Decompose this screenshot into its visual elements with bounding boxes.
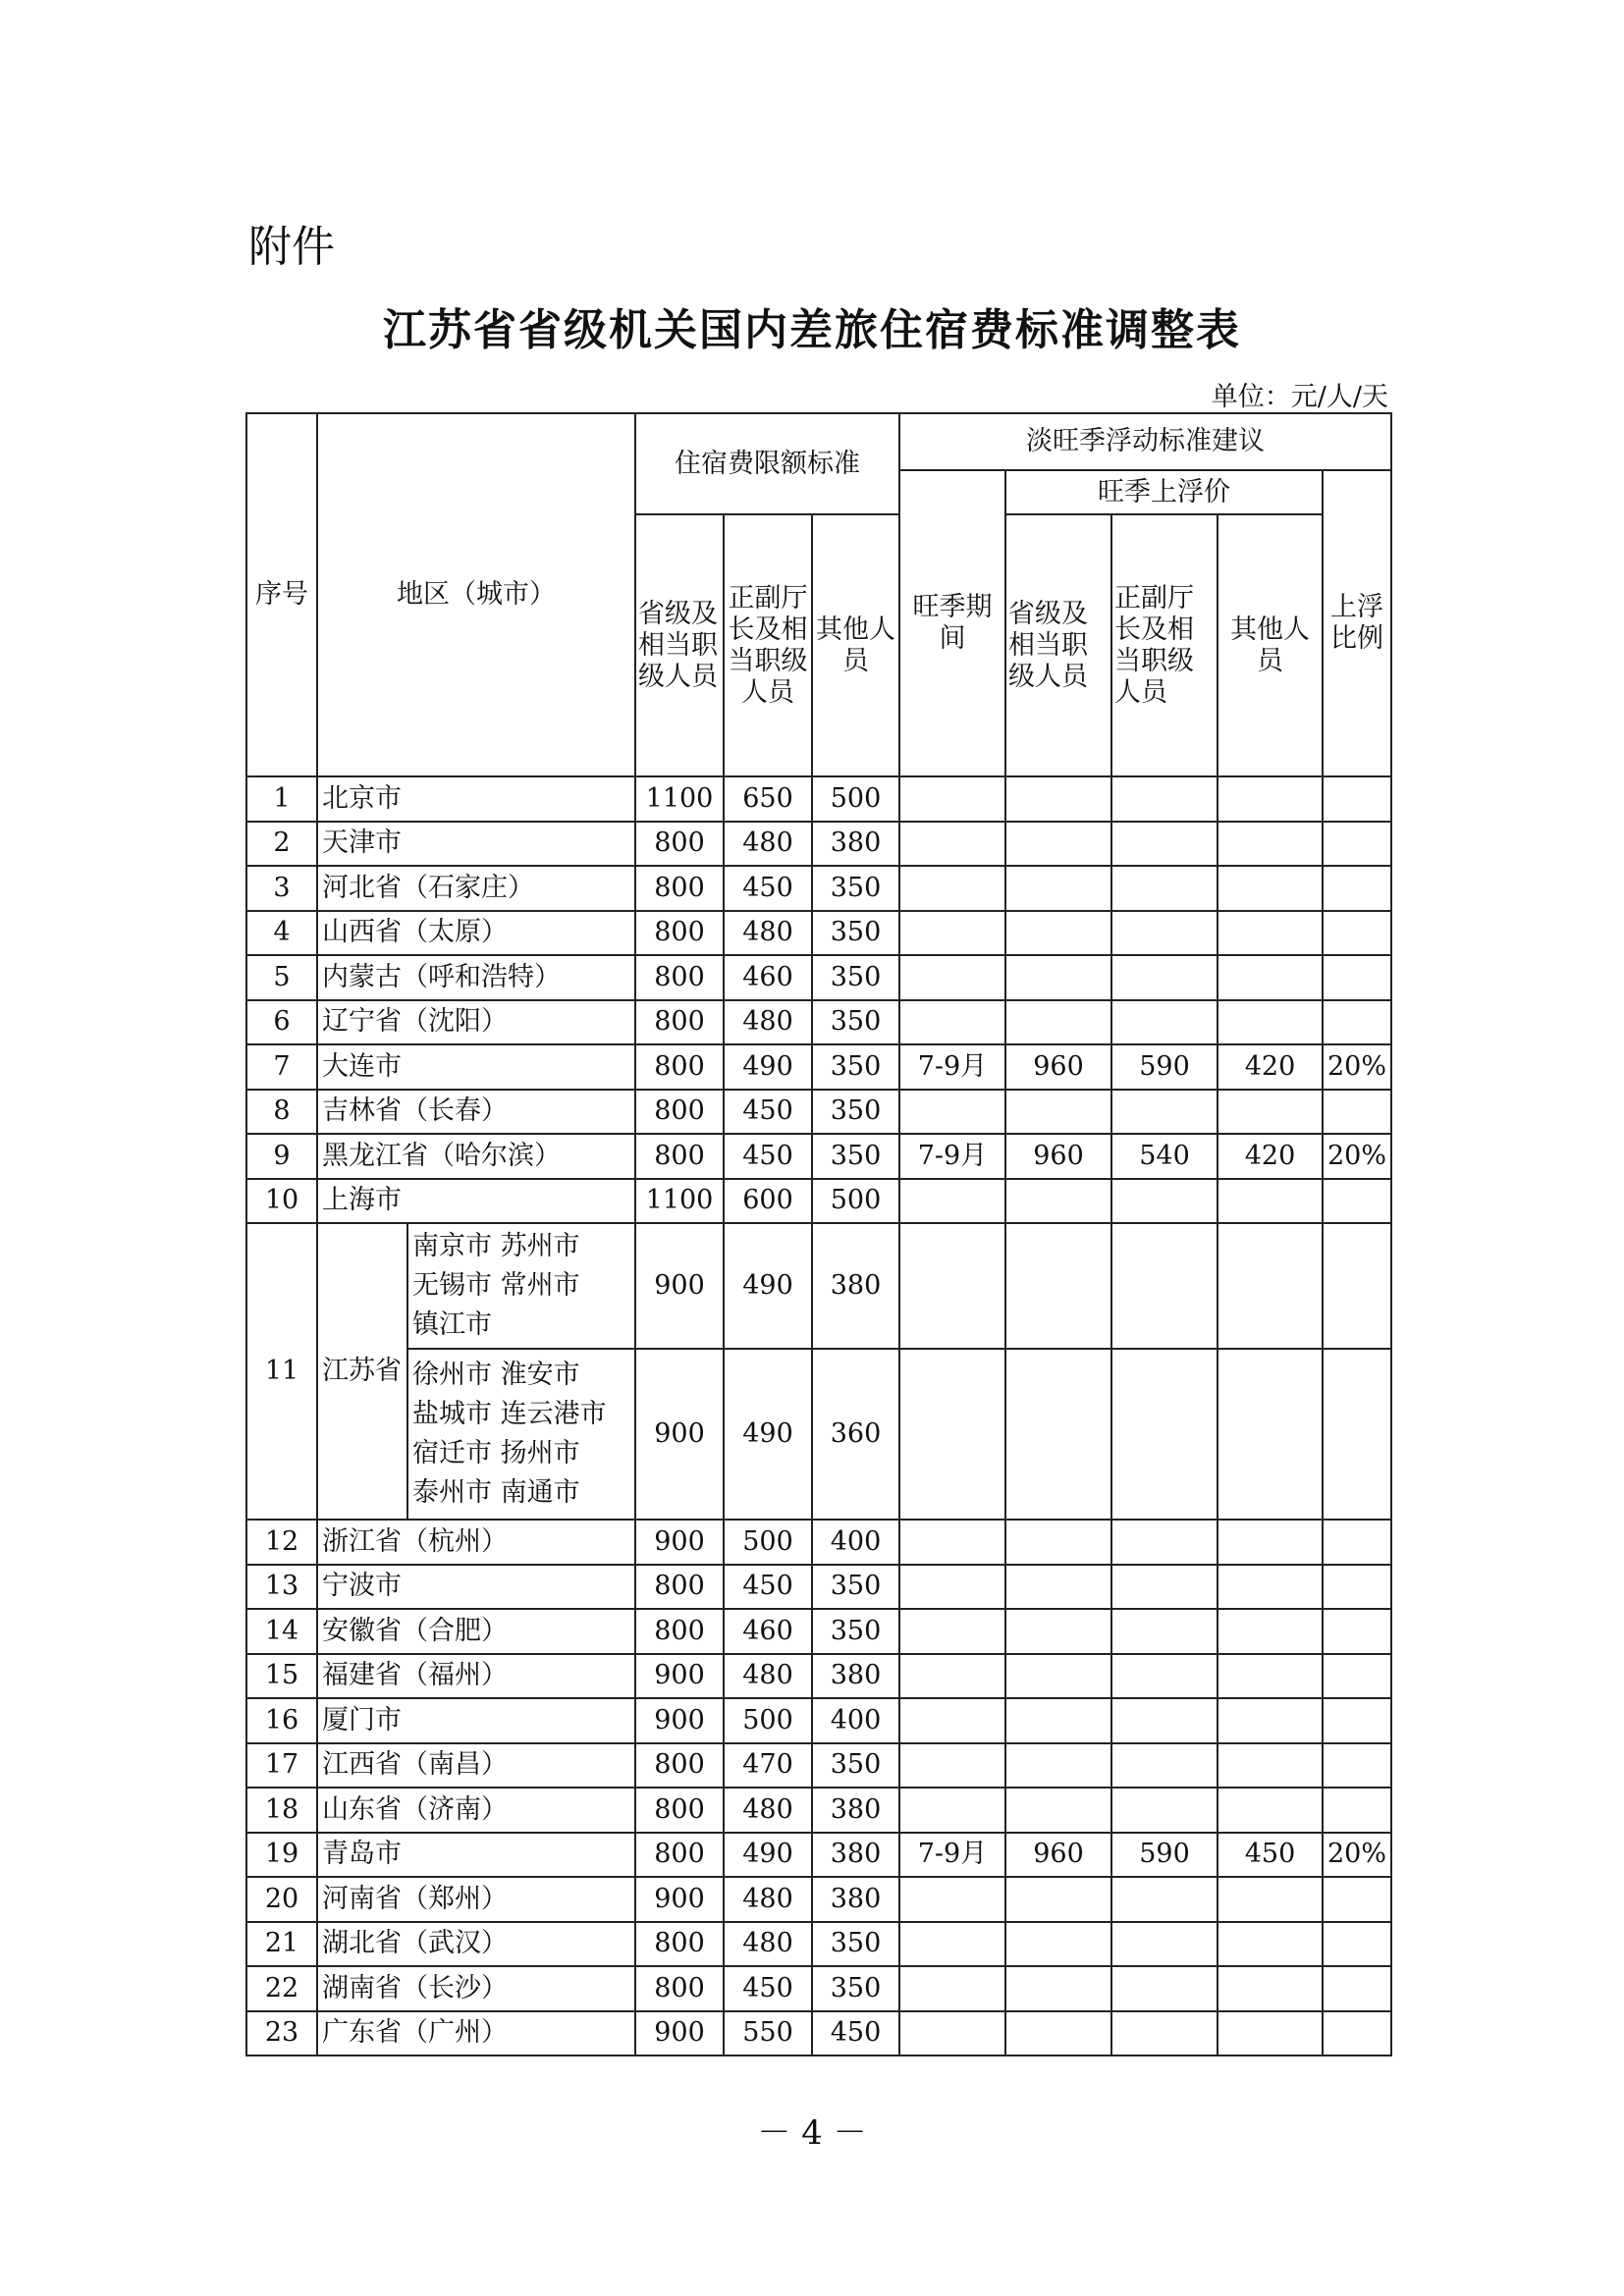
table-row — [246, 1966, 1391, 2011]
peak-period-cell — [899, 1698, 1005, 1743]
seq-cell: 22 — [246, 1966, 317, 2011]
city-line: 南京市 苏州市 — [412, 1231, 580, 1261]
limit-provincial-cell: 900 — [635, 1223, 724, 1349]
header-region: 地区（城市） — [317, 413, 635, 776]
region-cell: 辽宁省（沈阳） — [317, 1000, 635, 1045]
limit-director-cell: 470 — [724, 1743, 812, 1789]
peak-director-cell: 540 — [1111, 1134, 1218, 1179]
peak-period-cell — [899, 1788, 1005, 1833]
limit-director-cell: 450 — [724, 866, 812, 911]
peak-director-cell — [1111, 822, 1218, 867]
peak-ratio-cell — [1323, 1698, 1391, 1743]
peak-provincial-cell — [1005, 911, 1111, 956]
limit-provincial-cell: 800 — [635, 1922, 724, 1967]
region-cell: 上海市 — [317, 1179, 635, 1224]
peak-other-cell — [1218, 955, 1323, 1000]
limit-director-cell: 480 — [724, 1000, 812, 1045]
peak-period-cell — [899, 955, 1005, 1000]
header-limit-director: 正副厅长及相当职级人员 — [724, 514, 812, 776]
peak-other-cell — [1218, 1179, 1323, 1224]
peak-provincial-cell — [1005, 1000, 1111, 1045]
limit-other-cell: 350 — [812, 1090, 899, 1135]
limit-provincial-cell: 800 — [635, 1000, 724, 1045]
region-cell: 天津市 — [317, 822, 635, 867]
region-cell: 青岛市 — [317, 1833, 635, 1878]
limit-other-cell: 350 — [812, 955, 899, 1000]
seq-cell: 19 — [246, 1833, 317, 1878]
limit-director-cell: 450 — [724, 1090, 812, 1135]
region-cell: 河南省（郑州） — [317, 1877, 635, 1922]
limit-provincial-cell: 900 — [635, 2011, 724, 2056]
peak-period-cell — [899, 1223, 1005, 1349]
peak-period-cell: 7-9月 — [899, 1833, 1005, 1878]
limit-director-cell: 550 — [724, 2011, 812, 2056]
peak-provincial-cell — [1005, 2011, 1111, 2056]
table-row — [246, 1044, 1391, 1090]
header-peak-other: 其他人员 — [1218, 514, 1323, 776]
peak-other-cell — [1218, 1000, 1323, 1045]
seq-cell: 21 — [246, 1922, 317, 1967]
peak-other-cell — [1218, 1520, 1323, 1565]
table-row — [246, 1833, 1391, 1878]
limit-director-cell: 490 — [724, 1223, 812, 1349]
peak-director-cell — [1111, 911, 1218, 956]
peak-director-cell — [1111, 2011, 1218, 2056]
region-cell: 吉林省（长春） — [317, 1090, 635, 1135]
limit-other-cell: 380 — [812, 1877, 899, 1922]
peak-ratio-cell — [1323, 1609, 1391, 1654]
limit-director-cell: 480 — [724, 1877, 812, 1922]
limit-director-cell: 500 — [724, 1698, 812, 1743]
peak-director-cell — [1111, 1788, 1218, 1833]
peak-period-cell: 7-9月 — [899, 1044, 1005, 1090]
seq-cell: 18 — [246, 1788, 317, 1833]
limit-other-cell: 350 — [812, 1922, 899, 1967]
limit-other-cell: 450 — [812, 2011, 899, 2056]
peak-provincial-cell — [1005, 1090, 1111, 1135]
seq-cell: 7 — [246, 1044, 317, 1090]
city-list — [407, 1223, 635, 1349]
peak-provincial-cell — [1005, 1966, 1111, 2011]
peak-provincial-cell — [1005, 1565, 1111, 1610]
peak-period-cell — [899, 1090, 1005, 1135]
limit-provincial-cell: 900 — [635, 1877, 724, 1922]
table-row — [246, 1223, 1391, 1349]
table-row — [246, 1565, 1391, 1610]
peak-provincial-cell — [1005, 1788, 1111, 1833]
peak-ratio-cell — [1323, 822, 1391, 867]
table-row — [246, 1349, 1391, 1520]
peak-other-cell — [1218, 1654, 1323, 1699]
peak-ratio-cell — [1323, 911, 1391, 956]
peak-ratio-cell — [1323, 1090, 1391, 1135]
peak-ratio-cell — [1323, 866, 1391, 911]
limit-other-cell: 500 — [812, 1179, 899, 1224]
seq-cell: 2 — [246, 822, 317, 867]
seq-cell: 12 — [246, 1520, 317, 1565]
limit-director-cell: 480 — [724, 1788, 812, 1833]
header-peak-ratio: 上浮比例 — [1323, 470, 1391, 776]
limit-provincial-cell: 900 — [635, 1698, 724, 1743]
limit-other-cell: 500 — [812, 776, 899, 822]
lodging-standard-table — [245, 412, 1392, 2056]
peak-director-cell: 590 — [1111, 1833, 1218, 1878]
peak-director-cell — [1111, 1922, 1218, 1967]
table-row — [246, 1179, 1391, 1224]
header-peak-director: 正副厅长及相当职级人员 — [1111, 514, 1218, 776]
peak-period-cell — [899, 1609, 1005, 1654]
peak-other-cell: 420 — [1218, 1044, 1323, 1090]
region-cell: 内蒙古（呼和浩特） — [317, 955, 635, 1000]
peak-period-cell — [899, 866, 1005, 911]
peak-other-cell: 420 — [1218, 1134, 1323, 1179]
table-row — [246, 2011, 1391, 2056]
limit-other-cell: 380 — [812, 1223, 899, 1349]
peak-provincial-cell — [1005, 822, 1111, 867]
table-row — [246, 1877, 1391, 1922]
peak-provincial-cell — [1005, 1743, 1111, 1789]
attachment-label: 附件 — [248, 222, 335, 272]
limit-provincial-cell: 800 — [635, 1090, 724, 1135]
peak-director-cell — [1111, 1877, 1218, 1922]
region-cell: 河北省（石家庄） — [317, 866, 635, 911]
peak-ratio-cell — [1323, 1743, 1391, 1789]
peak-ratio-cell — [1323, 1966, 1391, 2011]
table-row — [246, 866, 1391, 911]
region-cell: 江西省（南昌） — [317, 1743, 635, 1789]
region-cell: 山东省（济南） — [317, 1788, 635, 1833]
table-row — [246, 1788, 1391, 1833]
limit-provincial-cell: 800 — [635, 1743, 724, 1789]
peak-provincial-cell — [1005, 1698, 1111, 1743]
header-float-group: 淡旺季浮动标准建议 — [899, 413, 1391, 470]
peak-director-cell — [1111, 1698, 1218, 1743]
limit-provincial-cell: 800 — [635, 1966, 724, 2011]
peak-period-cell — [899, 1520, 1005, 1565]
peak-provincial-cell — [1005, 1349, 1111, 1520]
peak-director-cell — [1111, 1966, 1218, 2011]
peak-period-cell — [899, 1000, 1005, 1045]
region-cell: 浙江省（杭州） — [317, 1520, 635, 1565]
peak-ratio-cell — [1323, 2011, 1391, 2056]
seq-cell: 9 — [246, 1134, 317, 1179]
header-limit-group: 住宿费限额标准 — [635, 413, 899, 514]
region-cell: 安徽省（合肥） — [317, 1609, 635, 1654]
peak-period-cell — [899, 1922, 1005, 1967]
seq-cell: 1 — [246, 776, 317, 822]
limit-director-cell: 460 — [724, 1609, 812, 1654]
seq-cell: 4 — [246, 911, 317, 956]
peak-other-cell — [1218, 2011, 1323, 2056]
limit-director-cell: 450 — [724, 1565, 812, 1610]
region-cell: 北京市 — [317, 776, 635, 822]
header-peak-period: 旺季期间 — [899, 470, 1005, 776]
peak-period-cell — [899, 1179, 1005, 1224]
limit-director-cell: 490 — [724, 1833, 812, 1878]
peak-provincial-cell — [1005, 1922, 1111, 1967]
table-row — [246, 1000, 1391, 1045]
peak-ratio-cell — [1323, 1877, 1391, 1922]
limit-director-cell: 460 — [724, 955, 812, 1000]
peak-other-cell — [1218, 1698, 1323, 1743]
peak-other-cell: 450 — [1218, 1833, 1323, 1878]
city-line: 盐城市 连云港市 — [412, 1399, 607, 1429]
peak-ratio-cell — [1323, 1349, 1391, 1520]
peak-director-cell — [1111, 1223, 1218, 1349]
header-limit-other: 其他人员 — [812, 514, 899, 776]
document-title: 江苏省省级机关国内差旅住宿费标准调整表 — [383, 305, 1241, 355]
city-line: 徐州市 淮安市 — [412, 1360, 580, 1390]
seq-cell: 16 — [246, 1698, 317, 1743]
limit-other-cell: 380 — [812, 822, 899, 867]
table-row — [246, 955, 1391, 1000]
peak-provincial-cell — [1005, 1520, 1111, 1565]
limit-provincial-cell: 800 — [635, 1565, 724, 1610]
peak-other-cell — [1218, 1565, 1323, 1610]
limit-provincial-cell: 900 — [635, 1520, 724, 1565]
peak-other-cell — [1218, 1966, 1323, 2011]
peak-period-cell — [899, 911, 1005, 956]
limit-provincial-cell: 900 — [635, 1349, 724, 1520]
peak-other-cell — [1218, 822, 1323, 867]
peak-other-cell — [1218, 1922, 1323, 1967]
peak-other-cell — [1218, 866, 1323, 911]
peak-director-cell — [1111, 1349, 1218, 1520]
limit-director-cell: 490 — [724, 1044, 812, 1090]
peak-other-cell — [1218, 1223, 1323, 1349]
table-row — [246, 776, 1391, 822]
peak-director-cell — [1111, 1520, 1218, 1565]
city-line: 镇江市 — [412, 1309, 492, 1340]
limit-director-cell: 480 — [724, 911, 812, 956]
header-limit-provincial: 省级及相当职级人员 — [635, 514, 724, 776]
peak-director-cell — [1111, 1654, 1218, 1699]
limit-provincial-cell: 800 — [635, 822, 724, 867]
page-number: － 4 － — [757, 2113, 867, 2153]
limit-provincial-cell: 800 — [635, 866, 724, 911]
peak-director-cell — [1111, 1565, 1218, 1610]
limit-other-cell: 400 — [812, 1520, 899, 1565]
seq-cell: 13 — [246, 1565, 317, 1610]
limit-other-cell: 400 — [812, 1698, 899, 1743]
peak-period-cell — [899, 822, 1005, 867]
peak-ratio-cell — [1323, 1520, 1391, 1565]
peak-provincial-cell — [1005, 776, 1111, 822]
seq-cell: 17 — [246, 1743, 317, 1789]
limit-provincial-cell: 1100 — [635, 776, 724, 822]
seq-cell: 14 — [246, 1609, 317, 1654]
table-row — [246, 1609, 1391, 1654]
header-seq: 序号 — [246, 413, 317, 776]
seq-cell: 3 — [246, 866, 317, 911]
peak-provincial-cell — [1005, 1877, 1111, 1922]
peak-provincial-cell: 960 — [1005, 1833, 1111, 1878]
table-row — [246, 1134, 1391, 1179]
limit-director-cell: 450 — [724, 1134, 812, 1179]
table-row — [246, 1090, 1391, 1135]
limit-other-cell: 350 — [812, 1134, 899, 1179]
limit-other-cell: 360 — [812, 1349, 899, 1520]
peak-ratio-cell — [1323, 955, 1391, 1000]
peak-director-cell — [1111, 1743, 1218, 1789]
city-line: 无锡市 常州市 — [412, 1270, 580, 1301]
peak-provincial-cell — [1005, 1223, 1111, 1349]
peak-director-cell — [1111, 955, 1218, 1000]
limit-other-cell: 380 — [812, 1788, 899, 1833]
seq-cell: 23 — [246, 2011, 317, 2056]
peak-other-cell — [1218, 1788, 1323, 1833]
province-cell: 江苏省 — [317, 1223, 407, 1520]
seq-cell: 8 — [246, 1090, 317, 1135]
limit-director-cell: 450 — [724, 1966, 812, 2011]
region-cell: 黑龙江省（哈尔滨） — [317, 1134, 635, 1179]
table-row — [246, 911, 1391, 956]
peak-director-cell: 590 — [1111, 1044, 1218, 1090]
peak-provincial-cell: 960 — [1005, 1134, 1111, 1179]
peak-ratio-cell — [1323, 1223, 1391, 1349]
city-line: 泰州市 南通市 — [412, 1477, 580, 1508]
peak-director-cell — [1111, 1179, 1218, 1224]
region-cell: 湖北省（武汉） — [317, 1922, 635, 1967]
peak-other-cell — [1218, 1090, 1323, 1135]
peak-director-cell — [1111, 1090, 1218, 1135]
limit-director-cell: 480 — [724, 822, 812, 867]
peak-other-cell — [1218, 1743, 1323, 1789]
header-peak-price-group: 旺季上浮价 — [1005, 470, 1323, 514]
limit-provincial-cell: 800 — [635, 911, 724, 956]
peak-other-cell — [1218, 1609, 1323, 1654]
peak-period-cell — [899, 1743, 1005, 1789]
limit-other-cell: 350 — [812, 911, 899, 956]
peak-ratio-cell — [1323, 1179, 1391, 1224]
peak-director-cell — [1111, 866, 1218, 911]
peak-period-cell — [899, 1654, 1005, 1699]
table-row — [246, 1743, 1391, 1789]
limit-provincial-cell: 800 — [635, 955, 724, 1000]
limit-director-cell: 480 — [724, 1654, 812, 1699]
peak-provincial-cell: 960 — [1005, 1044, 1111, 1090]
peak-provincial-cell — [1005, 955, 1111, 1000]
limit-director-cell: 600 — [724, 1179, 812, 1224]
seq-cell: 5 — [246, 955, 317, 1000]
limit-provincial-cell: 800 — [635, 1044, 724, 1090]
peak-other-cell — [1218, 1877, 1323, 1922]
limit-other-cell: 350 — [812, 1044, 899, 1090]
header-peak-provincial: 省级及相当职级人员 — [1005, 514, 1111, 776]
peak-period-cell — [899, 2011, 1005, 2056]
limit-provincial-cell: 800 — [635, 1833, 724, 1878]
peak-ratio-cell: 20% — [1323, 1134, 1391, 1179]
peak-other-cell — [1218, 1349, 1323, 1520]
peak-provincial-cell — [1005, 1654, 1111, 1699]
limit-director-cell: 490 — [724, 1349, 812, 1520]
peak-ratio-cell: 20% — [1323, 1833, 1391, 1878]
peak-period-cell — [899, 1349, 1005, 1520]
region-cell: 山西省（太原） — [317, 911, 635, 956]
region-cell: 大连市 — [317, 1044, 635, 1090]
limit-director-cell: 650 — [724, 776, 812, 822]
limit-other-cell: 380 — [812, 1654, 899, 1699]
unit-note: 单位：元/人/天 — [1211, 382, 1388, 412]
peak-provincial-cell — [1005, 1179, 1111, 1224]
limit-director-cell: 480 — [724, 1922, 812, 1967]
city-list — [407, 1349, 635, 1520]
table-row — [246, 1654, 1391, 1699]
peak-ratio-cell — [1323, 776, 1391, 822]
region-cell: 福建省（福州） — [317, 1654, 635, 1699]
table-row — [246, 1922, 1391, 1967]
peak-ratio-cell — [1323, 1000, 1391, 1045]
limit-provincial-cell: 1100 — [635, 1179, 724, 1224]
peak-other-cell — [1218, 776, 1323, 822]
region-cell: 宁波市 — [317, 1565, 635, 1610]
peak-ratio-cell — [1323, 1788, 1391, 1833]
peak-ratio-cell — [1323, 1654, 1391, 1699]
limit-other-cell: 350 — [812, 1565, 899, 1610]
peak-director-cell — [1111, 776, 1218, 822]
peak-director-cell — [1111, 1609, 1218, 1654]
peak-period-cell — [899, 1565, 1005, 1610]
seq-cell: 6 — [246, 1000, 317, 1045]
region-cell: 广东省（广州） — [317, 2011, 635, 2056]
table-row — [246, 1520, 1391, 1565]
peak-provincial-cell — [1005, 1609, 1111, 1654]
peak-ratio-cell — [1323, 1565, 1391, 1610]
limit-provincial-cell: 800 — [635, 1134, 724, 1179]
limit-other-cell: 350 — [812, 1966, 899, 2011]
table-row — [246, 822, 1391, 867]
peak-ratio-cell: 20% — [1323, 1044, 1391, 1090]
seq-cell: 11 — [246, 1223, 317, 1520]
limit-provincial-cell: 800 — [635, 1788, 724, 1833]
peak-ratio-cell — [1323, 1922, 1391, 1967]
limit-other-cell: 350 — [812, 1609, 899, 1654]
peak-period-cell — [899, 1877, 1005, 1922]
limit-director-cell: 500 — [724, 1520, 812, 1565]
limit-provincial-cell: 900 — [635, 1654, 724, 1699]
table-row — [246, 1698, 1391, 1743]
limit-other-cell: 380 — [812, 1833, 899, 1878]
peak-provincial-cell — [1005, 866, 1111, 911]
limit-other-cell: 350 — [812, 866, 899, 911]
peak-other-cell — [1218, 911, 1323, 956]
city-line: 宿迁市 扬州市 — [412, 1438, 580, 1468]
seq-cell: 20 — [246, 1877, 317, 1922]
peak-director-cell — [1111, 1000, 1218, 1045]
seq-cell: 15 — [246, 1654, 317, 1699]
limit-provincial-cell: 800 — [635, 1609, 724, 1654]
region-cell: 厦门市 — [317, 1698, 635, 1743]
seq-cell: 10 — [246, 1179, 317, 1224]
peak-period-cell — [899, 1966, 1005, 2011]
limit-other-cell: 350 — [812, 1743, 899, 1789]
peak-period-cell — [899, 776, 1005, 822]
limit-other-cell: 350 — [812, 1000, 899, 1045]
peak-period-cell: 7-9月 — [899, 1134, 1005, 1179]
region-cell: 湖南省（长沙） — [317, 1966, 635, 2011]
